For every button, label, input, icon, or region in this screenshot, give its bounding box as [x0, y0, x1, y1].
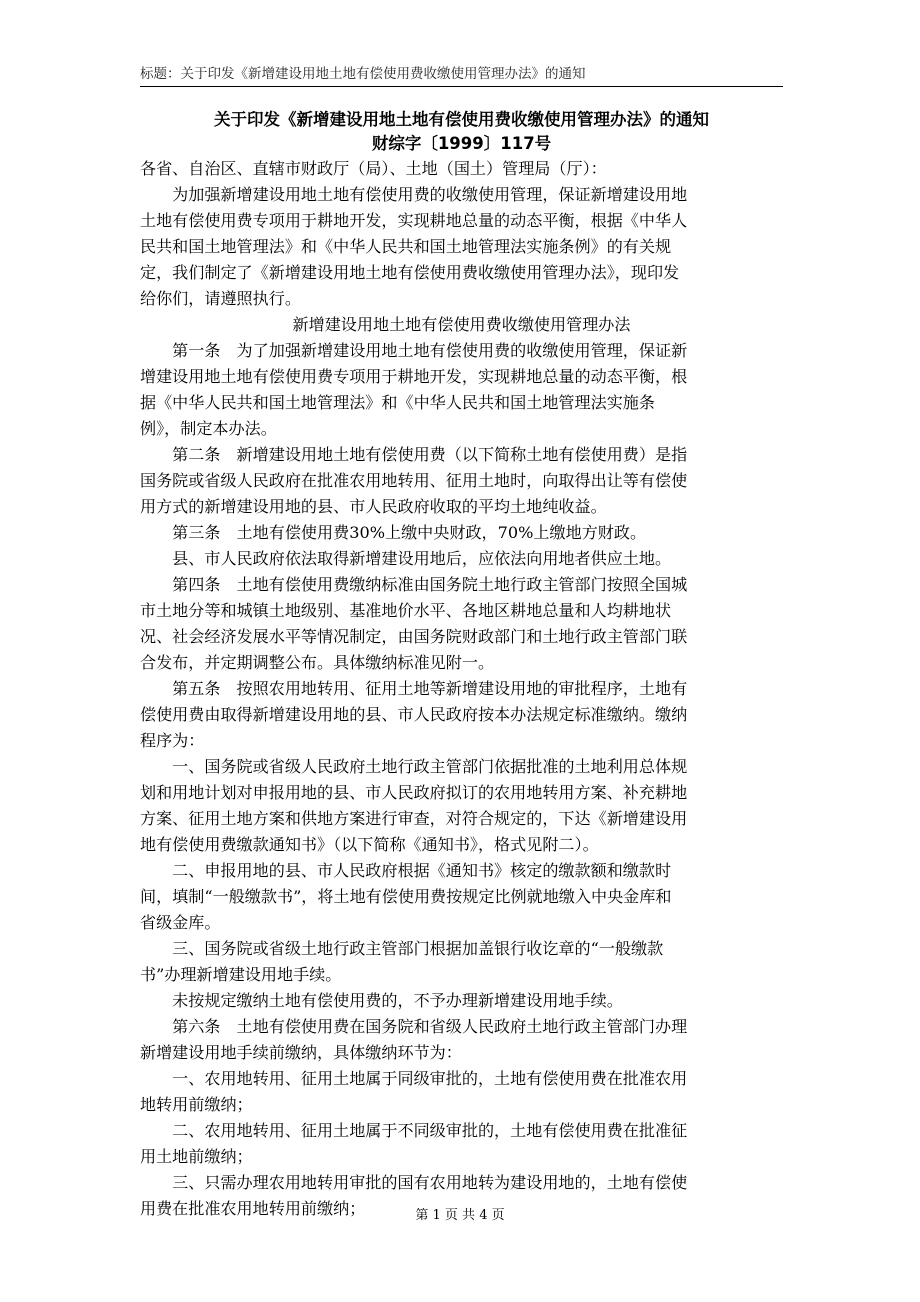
text-line: 增建设用地土地有偿使用费专项用于耕地开发，实现耕地总量的动态平衡，根: [140, 367, 688, 386]
text-line: 第四条 土地有偿使用费缴纳标准由国务院土地行政主管部门按照全国城: [140, 575, 688, 594]
text-line: 三、国务院或省级土地行政主管部门根据加盖银行收讫章的“一般缴款: [140, 939, 664, 958]
text-line: 偿使用费由取得新增建设用地的县、市人民政府按本办法规定标准缴纳。缴纳: [140, 705, 688, 724]
text-line: 第三条 土地有偿使用费30%上缴中央财政，70%上缴地方财政。: [140, 523, 647, 542]
text-line: 二、申报用地的县、市人民政府根据《通知书》核定的缴款额和缴款时: [140, 861, 672, 880]
text-line: 三、只需办理农用地转用审批的国有农用地转为建设用地的，土地有偿使: [140, 1173, 688, 1192]
text-line: 用土地前缴纳；: [140, 1147, 253, 1166]
text-line: 为加强新增建设用地土地有偿使用费的收缴使用管理，保证新增建设用地: [140, 185, 688, 204]
document-body: [140, 108, 783, 1222]
text-line: 例》，制定本办法。: [140, 419, 277, 438]
text-line: 省级金库。: [140, 913, 221, 932]
text-line: 县、市人民政府依法取得新增建设用地后，应依法向用地者供应土地。: [140, 549, 672, 568]
header-divider: [140, 86, 783, 87]
document-title: 关于印发《新增建设用地土地有偿使用费收缴使用管理办法》的通知: [214, 110, 709, 129]
text-line: 地转用前缴纳；: [140, 1095, 253, 1114]
text-line: 一、农用地转用、征用土地属于同级审批的，土地有偿使用费在批准农用: [140, 1069, 688, 1088]
text-line: 划和用地计划对申报用地的县、市人民政府拟订的农用地转用方案、补充耕地: [140, 783, 688, 802]
subtitle-line: 新增建设用地土地有偿使用费收缴使用管理办法: [292, 315, 631, 334]
text-line: 国务院或省级人民政府在批准农用地转用、征用土地时，向取得出让等有偿使: [140, 471, 688, 490]
text-line: 一、国务院或省级人民政府土地行政主管部门依据批准的土地利用总体规: [140, 757, 688, 776]
text-line: 第二条 新增建设用地土地有偿使用费（以下简称土地有偿使用费）是指: [140, 445, 688, 464]
text-line: 给你们，请遵照执行。: [140, 289, 301, 308]
page-footer: 第 1 页 共 4 页: [415, 1208, 505, 1223]
text-line: 程序为：: [140, 731, 205, 750]
page-header: 标题：关于印发《新增建设用地土地有偿使用费收缴使用管理办法》的通知: [140, 66, 586, 82]
text-line: 民共和国土地管理法》和《中华人民共和国土地管理法实施条例》的有关规: [140, 237, 672, 256]
text-line: 用方式的新增建设用地的县、市人民政府收取的平均土地纯收益。: [140, 497, 607, 516]
text-line: 土地有偿使用费专项用于耕地开发，实现耕地总量的动态平衡，根据《中华人: [140, 211, 688, 230]
text-line: 市土地分等和城镇土地级别、基准地价水平、各地区耕地总量和人均耕地状: [140, 601, 672, 620]
text-line: 未按规定缴纳土地有偿使用费的，不予办理新增建设用地手续。: [140, 991, 623, 1010]
text-line: 方案、征用土地方案和供地方案进行审查，对符合规定的，下达《新增建设用: [140, 809, 688, 828]
text-line: 据《中华人民共和国土地管理法》和《中华人民共和国土地管理法实施条: [140, 393, 655, 412]
text-line: 二、农用地转用、征用土地属于不同级审批的，土地有偿使用费在批准征: [140, 1121, 688, 1140]
document-text: [140, 156, 783, 1222]
text-line: 合发布，并定期调整公布。具体缴纳标准见附一。: [140, 653, 495, 672]
text-line: 书”办理新增建设用地手续。: [140, 965, 342, 984]
text-line: 用费在批准农用地转用前缴纳；: [140, 1199, 366, 1218]
text-line: 第五条 按照农用地转用、征用土地等新增建设用地的审批程序，土地有: [140, 679, 688, 698]
document-number: 财综字〔1999〕117号: [371, 134, 552, 153]
text-line: 新增建设用地手续前缴纳，具体缴纳环节为：: [140, 1043, 462, 1062]
text-line: 地有偿使用费缴款通知书》（以下简称《通知书》，格式见附二）。: [140, 835, 599, 854]
text-line: 第六条 土地有偿使用费在国务院和省级人民政府土地行政主管部门办理: [140, 1017, 688, 1036]
text-line: 况、社会经济发展水平等情况制定，由国务院财政部门和土地行政主管部门联: [140, 627, 688, 646]
text-line: 第一条 为了加强新增建设用地土地有偿使用费的收缴使用管理，保证新: [140, 341, 688, 360]
text-line: 各省、自治区、直辖市财政厅（局）、土地（国土）管理局（厅）：: [140, 159, 607, 178]
text-line: 间，填制“一般缴款书”，将土地有偿使用费按规定比例就地缴入中央金库和: [140, 887, 672, 906]
text-line: 定，我们制定了《新增建设用地土地有偿使用费收缴使用管理办法》，现印发: [140, 263, 680, 282]
